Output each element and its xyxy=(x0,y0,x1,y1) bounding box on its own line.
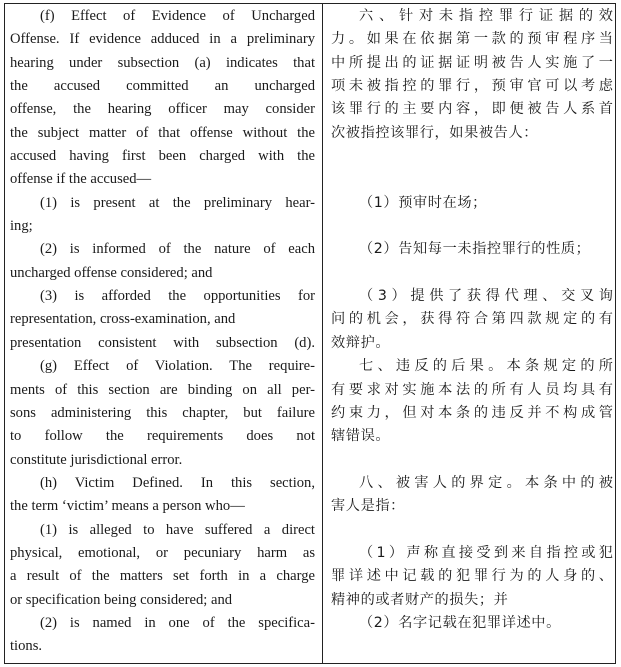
chinese-text-line: 效辩护。 xyxy=(331,334,391,351)
english-text-line: sons administering this chapter, but failure xyxy=(10,404,315,421)
chinese-text-line: 该罪行的主要内容，即便被告人系首 xyxy=(331,101,613,118)
chinese-text-line: 精神的或者财产的损失；并 xyxy=(331,591,509,608)
chinese-text-line: 力。如果在依据第一款的预审程序当 xyxy=(331,31,613,48)
chinese-text-line xyxy=(331,262,613,285)
english-text-line: tions. xyxy=(10,638,43,655)
english-text-line: offense if the accused— xyxy=(10,171,152,188)
chinese-text-line: （1）声称直接受到来自指控或犯 xyxy=(359,544,613,561)
english-text-line: hearing under subsection (a) indicates that xyxy=(10,54,315,71)
chinese-text-line: 罪详述中记载的犯罪行为的人身的、 xyxy=(331,568,613,585)
english-text-line: accused having first been charged with the xyxy=(10,148,315,165)
chinese-text-line: （1）预审时在场； xyxy=(359,194,487,211)
chinese-text-line: （2）名字记载在犯罪详述中。 xyxy=(359,614,561,631)
english-text-line: (1) is present at the preliminary hear- xyxy=(40,194,315,211)
english-text-line: (g) Effect of Violation. The require- xyxy=(40,358,315,375)
chinese-text-line xyxy=(331,519,613,542)
english-text-line: ments of this section are binding on all per- xyxy=(10,381,315,398)
chinese-column xyxy=(331,5,613,659)
chinese-text-line: 问的机会，获得符合第四款规定的有 xyxy=(331,311,613,328)
chinese-text-line xyxy=(331,449,613,472)
english-text-line: (f) Effect of Evidence of Uncharged xyxy=(40,8,315,24)
chinese-text-line: 约束力，但对本条的违反并不构成管 xyxy=(331,404,613,421)
english-text-line: or specification being considered; and xyxy=(10,591,233,608)
chinese-text-line: 害人是指： xyxy=(331,498,405,515)
chinese-text-line: （2）告知每一未指控罪行的性质； xyxy=(359,241,591,258)
english-text-line: the term ‘victim’ means a person who— xyxy=(10,498,245,515)
english-text-line: the accused committed an uncharged xyxy=(10,78,315,95)
chinese-text-line: 七、违反的后果。本条规定的所 xyxy=(359,358,613,375)
english-text-line: constitute jurisdictional error. xyxy=(10,451,183,468)
chinese-text-line: 六、针对未指控罪行证据的效 xyxy=(359,8,613,24)
english-text-line: (2) is named in one of the specifica- xyxy=(40,614,315,631)
chinese-text-line xyxy=(331,215,613,238)
english-text-line: to follow the requirements does not xyxy=(10,428,315,445)
english-text-line: Offense. If evidence adduced in a preliminary xyxy=(10,31,315,48)
chinese-text-line: 项未被指控的罪行，预审官可以考虑 xyxy=(331,78,613,95)
english-text-line: the subject matter of that offense without the xyxy=(10,124,315,141)
chinese-text-line: 八、被害人的界定。本条中的被 xyxy=(359,474,613,491)
english-text-line: presentation consistent with subsection (d). xyxy=(10,334,315,351)
chinese-text-line: 次被指控该罪行，如果被告人： xyxy=(331,124,539,141)
english-text-line: (1) is alleged to have suffered a direct xyxy=(40,521,315,538)
chinese-text-line: 中所提出的证据证明被告人实施了一 xyxy=(331,54,613,71)
english-text-line: physical, emotional, or pecuniary harm as xyxy=(10,544,315,561)
english-text-line: representation, cross-examination, and xyxy=(10,311,236,328)
english-column xyxy=(10,5,315,659)
english-text-line: uncharged offense considered; and xyxy=(10,264,213,281)
english-text-line: ing; xyxy=(10,218,33,235)
english-text-line: a result of the matters set forth in a charge xyxy=(10,568,315,585)
english-text-line: offense, the hearing officer may consider xyxy=(10,101,315,118)
english-text-line: (2) is informed of the nature of each xyxy=(40,241,315,258)
chinese-text-line xyxy=(331,168,613,191)
english-text-line: (h) Victim Defined. In this section, xyxy=(40,474,315,491)
chinese-text-line: 有要求对实施本法的所有人员均具有 xyxy=(331,381,613,398)
english-text-line: (3) is afforded the opportunities for xyxy=(40,288,315,305)
chinese-text-line xyxy=(331,635,613,658)
chinese-text-line: （3）提供了获得代理、交叉询 xyxy=(359,288,613,305)
chinese-text-line: 辖错误。 xyxy=(331,428,391,445)
chinese-text-line xyxy=(331,145,613,168)
column-divider xyxy=(322,3,323,664)
